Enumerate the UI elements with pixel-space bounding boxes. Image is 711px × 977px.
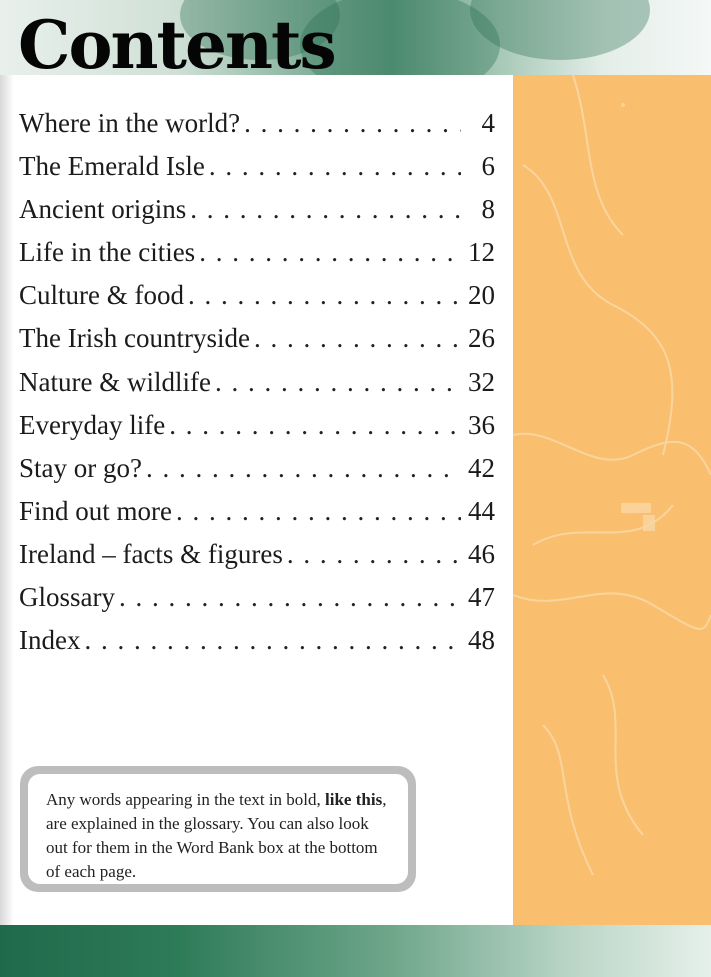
toc-entry[interactable] — [19, 490, 495, 533]
map-panel — [513, 75, 711, 925]
toc-dot-leader — [176, 490, 461, 533]
toc-dot-leader — [84, 619, 461, 662]
toc-entry-title: Index — [19, 625, 81, 656]
note-bold-example: like this — [325, 790, 383, 809]
map-illustration — [513, 75, 711, 925]
toc-dot-leader — [119, 576, 461, 619]
page-title: Contents — [18, 6, 335, 84]
toc-entry[interactable] — [19, 274, 495, 317]
toc-entry[interactable] — [19, 361, 495, 404]
toc-dot-leader — [146, 447, 461, 490]
toc-entry[interactable] — [19, 533, 495, 576]
toc-page-number: 6 — [481, 151, 495, 182]
toc-entry[interactable] — [19, 231, 495, 274]
toc-entry[interactable] — [19, 102, 495, 145]
toc-page-number: 48 — [468, 625, 495, 656]
toc-dot-leader — [287, 533, 461, 576]
toc-page-number: 42 — [468, 452, 495, 483]
toc-dot-leader — [199, 231, 461, 274]
toc-entry[interactable] — [19, 447, 495, 490]
toc-dot-leader — [188, 274, 461, 317]
toc-entry-title: Nature & wildlife — [19, 366, 211, 397]
toc-page-number: 44 — [468, 495, 495, 526]
glossary-note-box — [20, 766, 416, 892]
toc-page-number: 47 — [468, 582, 495, 613]
toc-page-number: 36 — [468, 409, 495, 440]
toc-dot-leader — [254, 317, 461, 360]
toc-dot-leader — [215, 361, 461, 404]
toc-dot-leader — [209, 145, 461, 188]
toc-entry-title: The Emerald Isle — [19, 151, 205, 182]
page-gutter-shadow — [0, 75, 14, 925]
toc-entry[interactable] — [19, 404, 495, 447]
toc-page-number: 8 — [481, 194, 495, 225]
toc-entry[interactable] — [19, 317, 495, 360]
toc-page-number: 26 — [468, 323, 495, 354]
toc-entry-title: Ancient origins — [19, 194, 187, 225]
toc-entry-title: Glossary — [19, 582, 115, 613]
toc-page-number: 20 — [468, 280, 495, 311]
toc-entry-title: Ireland – facts & figures — [19, 538, 283, 569]
toc-entry-title: Everyday life — [19, 409, 166, 440]
glossary-note-text — [28, 774, 408, 884]
toc-page-number: 46 — [468, 538, 495, 569]
table-of-contents — [19, 102, 495, 662]
toc-page-number: 4 — [481, 108, 495, 138]
footer-banner — [0, 925, 711, 977]
toc-entry-title: The Irish countryside — [19, 323, 250, 354]
toc-entry[interactable] — [19, 619, 495, 662]
toc-dot-leader — [190, 188, 461, 231]
toc-entry[interactable] — [19, 576, 495, 619]
toc-entry-title: Where in the world? — [19, 108, 241, 138]
toc-page-number: 32 — [468, 366, 495, 397]
toc-dot-leader — [244, 102, 461, 145]
toc-entry-title: Culture & food — [19, 280, 184, 311]
toc-entry-title: Find out more — [19, 495, 172, 526]
toc-dot-leader — [169, 404, 461, 447]
toc-entry[interactable] — [19, 145, 495, 188]
toc-entry-title: Stay or go? — [19, 452, 142, 483]
note-text-end: , are explained in the glossary. You can also look out for them in the Word Bank box at the bottom of each page. — [46, 790, 387, 881]
toc-page-number: 12 — [468, 237, 495, 268]
toc-entry[interactable] — [19, 188, 495, 231]
toc-entry-title: Life in the cities — [19, 237, 196, 268]
note-text-start: Any words appearing in the text in bold, — [46, 790, 326, 809]
